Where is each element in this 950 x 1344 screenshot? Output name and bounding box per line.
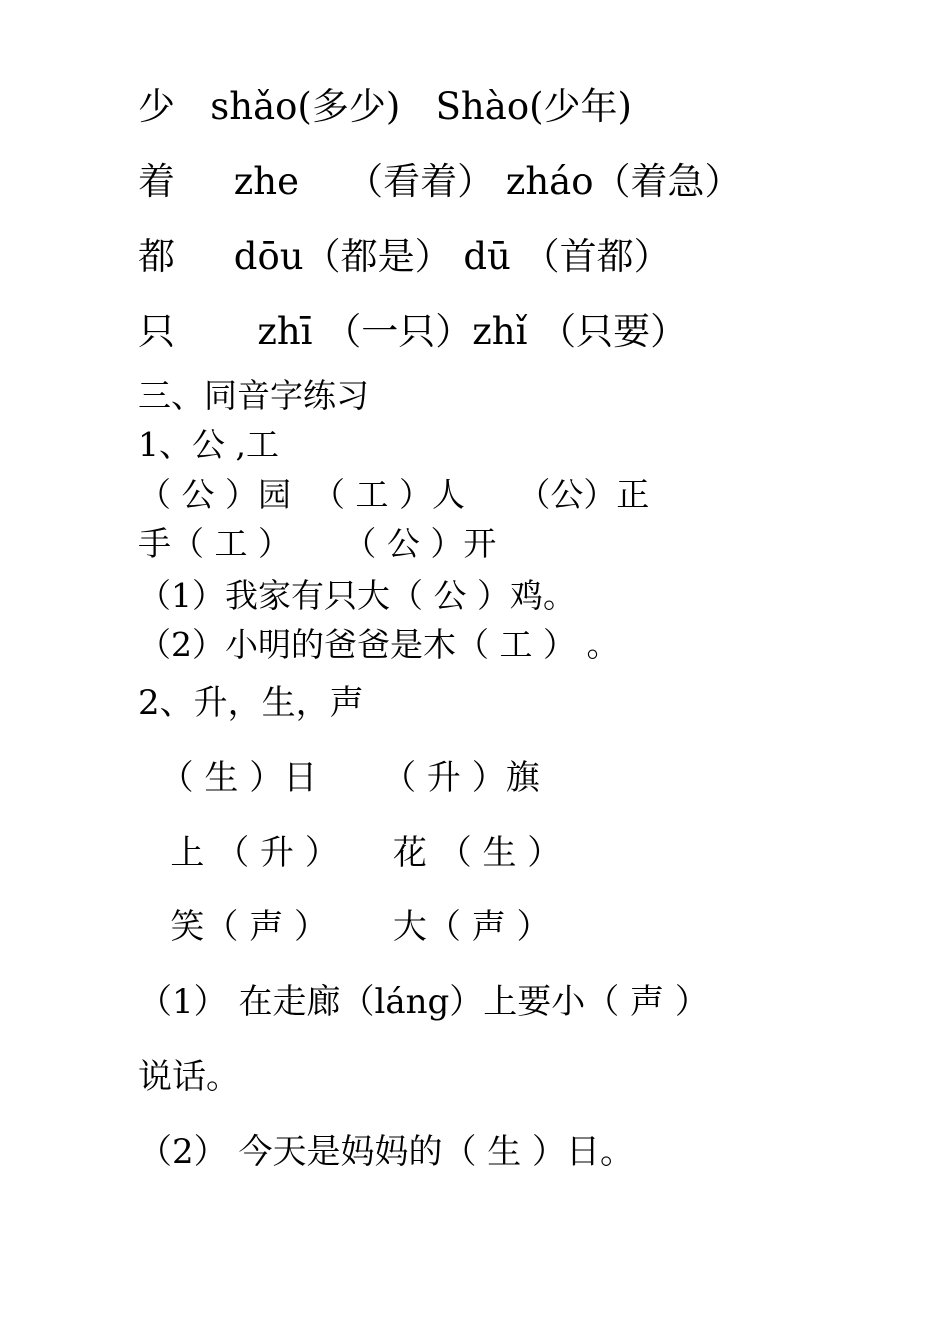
group2-sentence2: （2） 今天是妈妈的（ 生 ）日。 [138,1132,635,1172]
polyphone-zhe: 着 zhe （看着） zháo（着急） [138,160,742,203]
group1-sentence1: （1）我家有只大（ 公 ）鸡。 [138,576,576,615]
polyphone-shao: 少 shǎo(多少) Shào(少年) [138,85,632,128]
group1-heading: 1、公 ,工 [138,425,279,464]
group2-heading: 2、升，生，声 [138,683,364,723]
group2-sentence1-continuation: 说话。 [138,1057,240,1097]
group1-row2: 手（ 工 ） （ 公 ）开 [138,524,497,563]
group2-row3: 笑（ 声 ） 大（ 声 ） [138,907,551,947]
group2-row2: 上 （ 升 ） 花 （ 生 ） [138,833,562,873]
polyphone-zhi: 只 zhī （一只）zhǐ （只要） [138,310,688,353]
group1-sentence2: （2）小明的爸爸是木（ 工 ） 。 [138,625,620,664]
group2-sentence1: （1） 在走廊（láng）上要小（ 声 ） [138,982,709,1022]
section-title: 三、同音字练习 [138,376,369,415]
polyphone-dou: 都 dōu（都是） dū （首都） [138,235,671,278]
group2-row1: （ 生 ）日 （ 升 ）旗 [138,758,540,798]
group1-row1: （ 公 ）园 （ 工 ）人 （公）正 [138,475,650,514]
